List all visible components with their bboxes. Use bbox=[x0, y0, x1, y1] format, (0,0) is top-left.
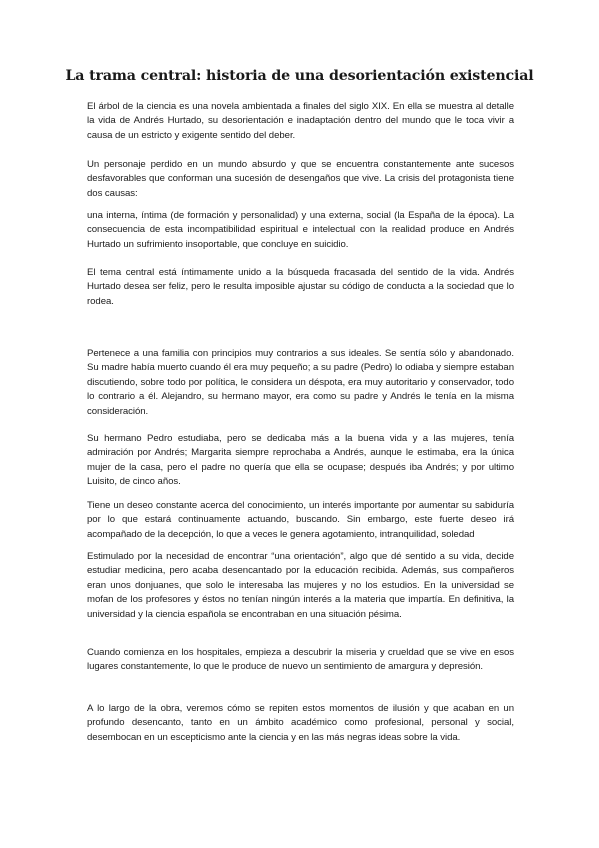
paragraph-siblings: Su hermano Pedro estudiaba, pero se dedicaba más a la buena vida y a las mujeres, tenía admiración por Andrés; Margarita siempre reprochaba a Andrés, aunque le estimaba, era la única mujer de la casa, pero el padre no quería que ella se ocupase; después iba Andrés; y por ultimo Luisito, de cinco años. bbox=[87, 433, 514, 488]
paragraph-character: Un personaje perdido en un mundo absurdo y que se encuentra constantemente ante sucesos desfavorables que conforman una sucesión de desengaños que vive. La crisis del protagonista tiene dos causas: bbox=[87, 159, 514, 199]
paragraph-conclusion: A lo largo de la obra, veremos cómo se repiten estos momentos de ilusión y que acaban en un profundo desencanto, tanto en un ámbito académico como profesional, personal y social, desembocan en un escepticismo ante la ciencia y en las más negras ideas sobre la vida. bbox=[87, 703, 514, 743]
paragraph-knowledge: Tiene un deseo constante acerca del conocimiento, un interés importante por aumentar su sabiduría por lo que estará continuamente actuando, buscando. Sin embargo, este fuerte deseo irá acompañado de la decepción, lo que a veces le genera agotamiento, intranquilidad, soledad bbox=[87, 500, 514, 540]
paragraph-causes: una interna, íntima (de formación y personalidad) y una externa, social (la España de la época). La consecuencia de esta incompatibilidad espiritual e intelectual con la realidad produce en Andrés Hurtado un sufrimiento insoportable, que concluye en suicidio. bbox=[87, 210, 514, 250]
page-title: La trama central: historia de una desorientación existencial bbox=[65, 68, 534, 84]
paragraph-central-theme: El tema central está íntimamente unido a la búsqueda fracasada del sentido de la vida. Andrés Hurtado desea ser feliz, pero le resulta imposible ajustar su código de conducta a la sociedad que lo rodea. bbox=[87, 267, 514, 307]
paragraph-family: Pertenece a una familia con principios muy contrarios a sus ideales. Se sentía sólo y abandonado. Su madre había muerto cuando él era muy pequeño; a su padre (Pedro) lo odiaba y siempre estaban discutiendo, sobre todo por política, le considera un déspota, era muy autoritario y conservador, todo lo contrario a él. Alejandro, su hermano mayor, era como su padre y Andrés le tenía en la misma consideración. bbox=[87, 348, 514, 417]
paragraph-medicine: Estimulado por la necesidad de encontrar “una orientación”, algo que dé sentido a su vida, decide estudiar medicina, pero acaba desencantado por la educación recibida. Además, sus compañeros eran unos donjuanes, que solo le interesaba las mujeres y no los estudios. En la universidad se mofan de los profesores y éstos no tenían ningún interés a la materia que impartía. En definitiva, la universidad y la ciencia española se encontraban en una situación pésima. bbox=[87, 551, 514, 620]
paragraph-hospitals: Cuando comienza en los hospitales, empieza a descubrir la miseria y crueldad que se vive en esos lugares constantemente, lo que le produce de nuevo un sentimiento de amargura y depresión. bbox=[87, 647, 514, 673]
paragraph-intro: El árbol de la ciencia es una novela ambientada a finales del siglo XIX. En ella se muestra al detalle la vida de Andrés Hurtado, su desorientación e inadaptación dentro del mundo que le toca vivir a causa de un estricto y exigente sentido del deber. bbox=[87, 101, 514, 141]
